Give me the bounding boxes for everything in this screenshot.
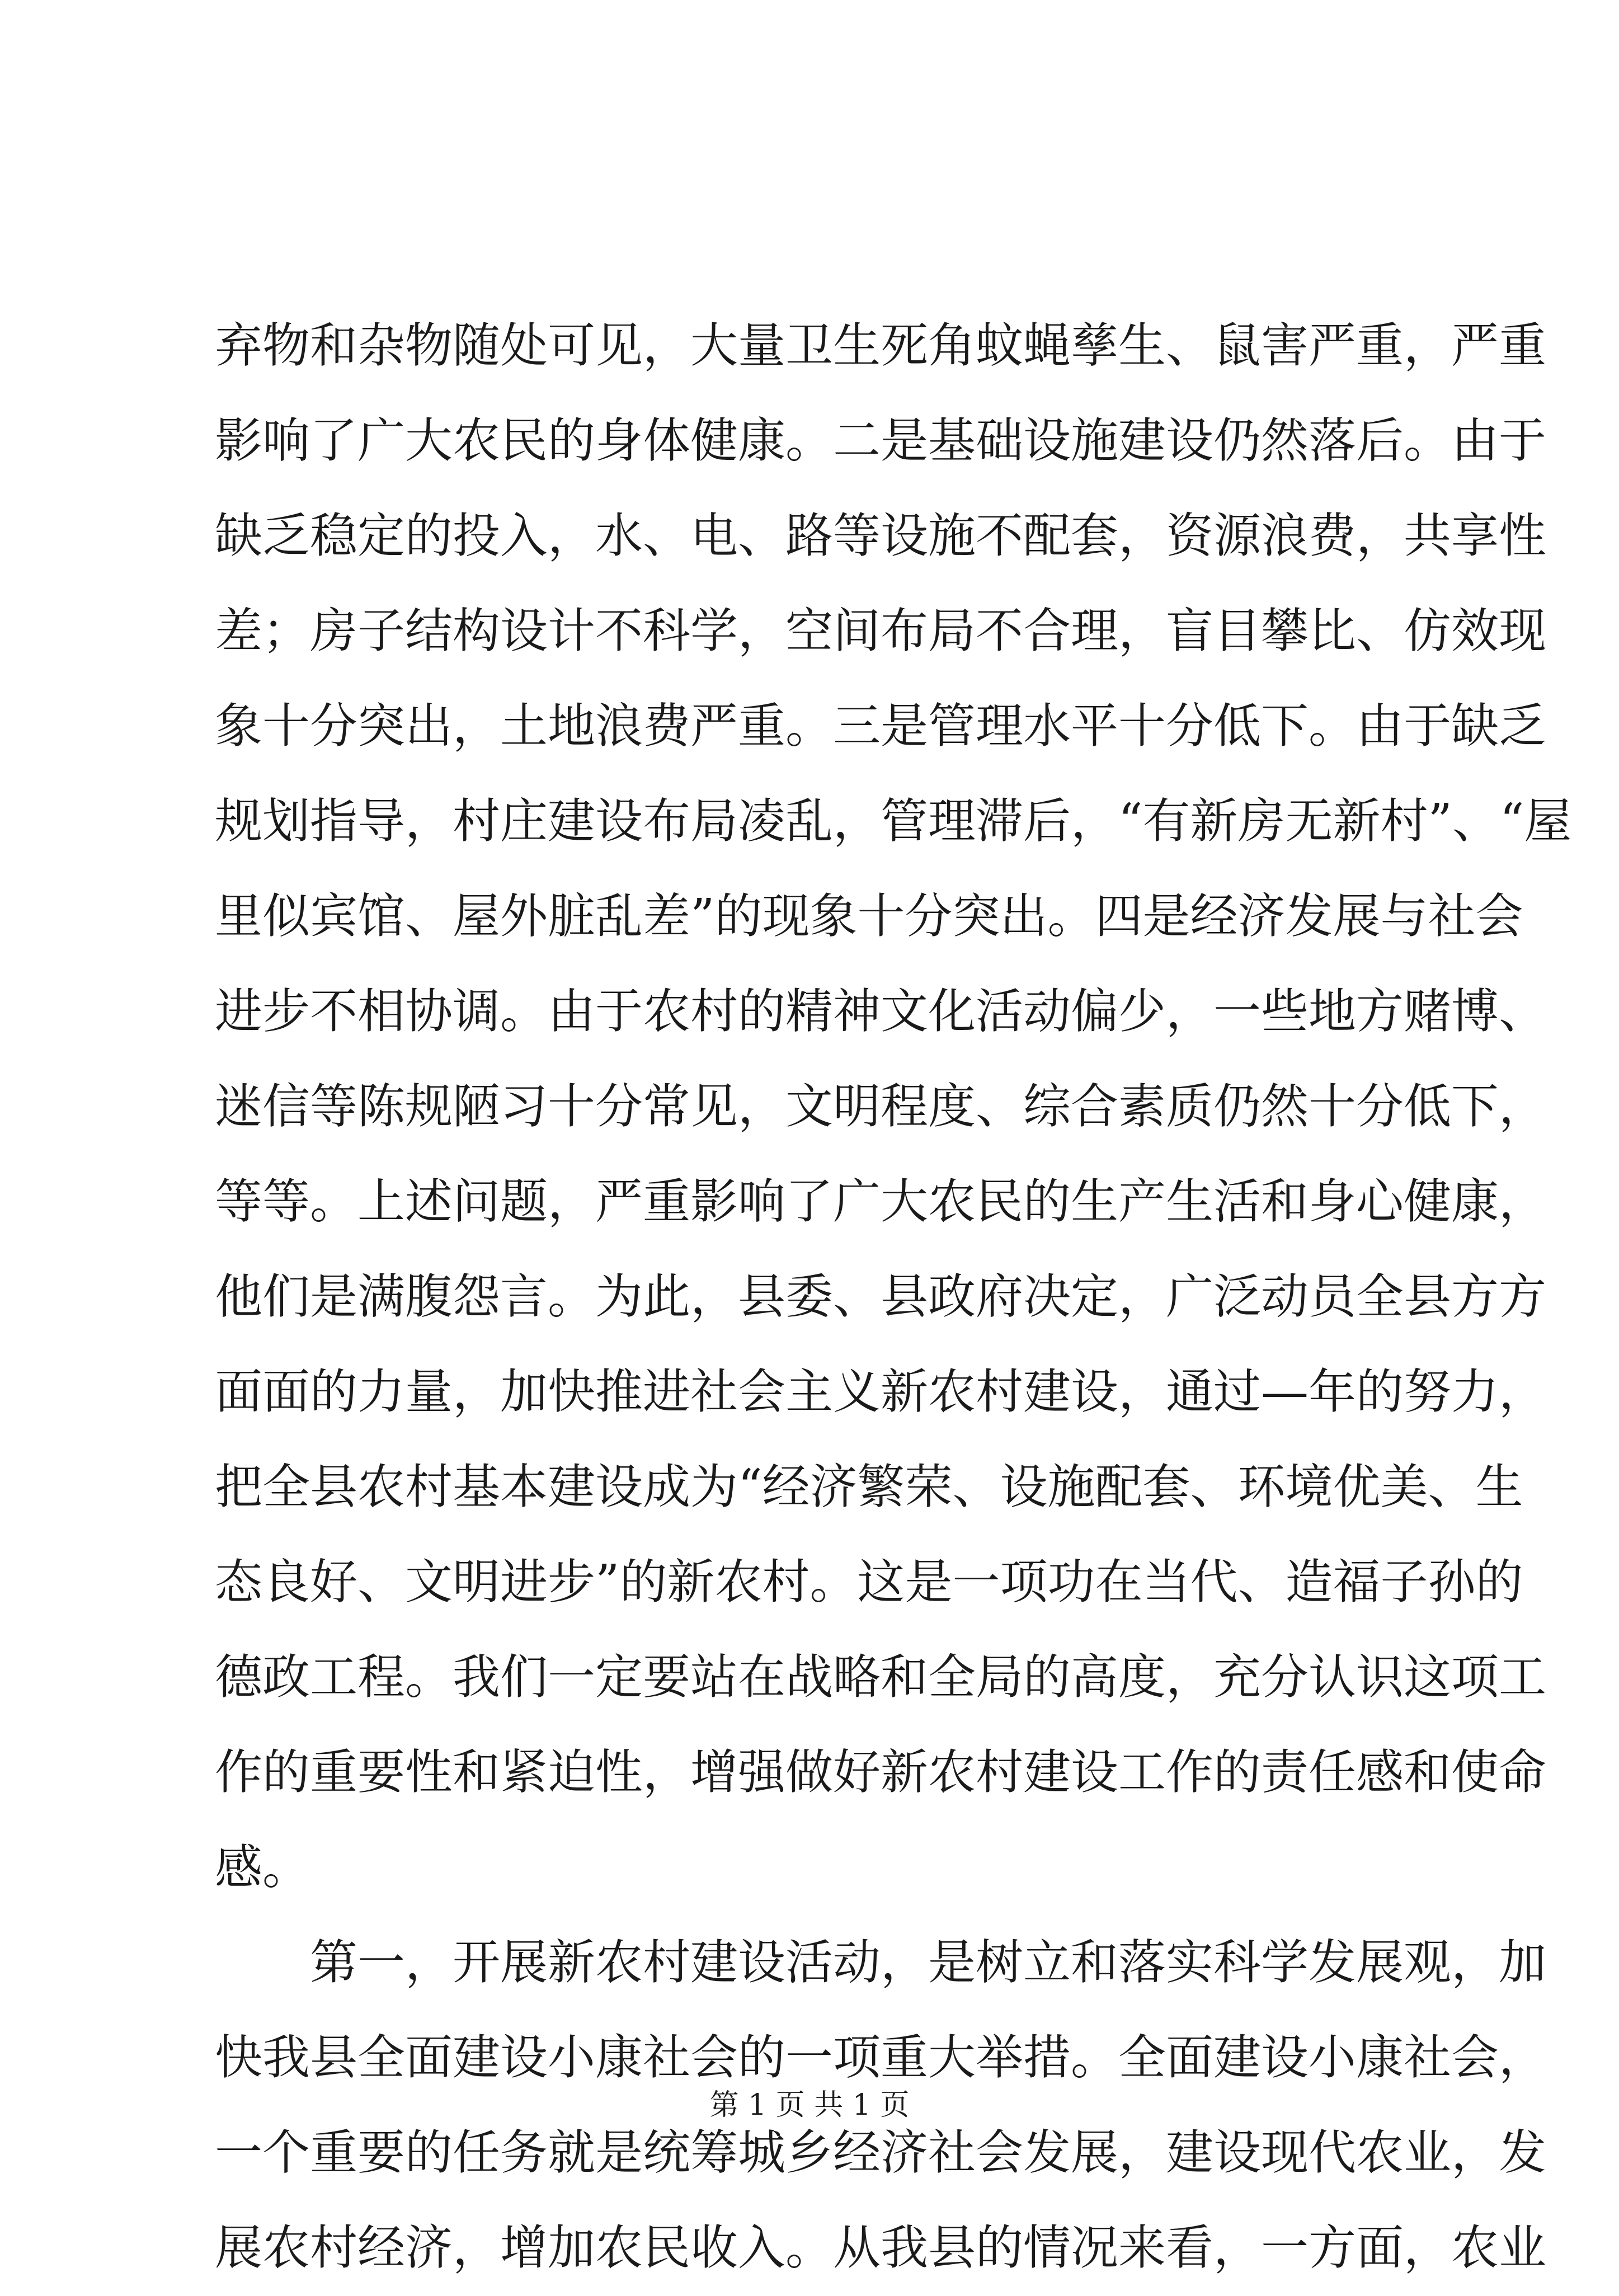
- text-line: 影响了广大农民的身体健康。二是基础设施建设仍然落后。由于: [215, 413, 1547, 469]
- text-line: 规划指导，村庄建设布局凌乱，管理滞后，“有新房无新村”、“屋: [215, 794, 1572, 849]
- text-line: 展农村经济，增加农民收入。从我县的情况来看，一方面，农业: [215, 2220, 1547, 2276]
- text-line: 进步不相协调。由于农村的精神文化活动偏少，一些地方赌博、: [215, 984, 1547, 1039]
- text-line: 作的重要性和紧迫性，增强做好新农村建设工作的责任感和使命: [215, 1745, 1547, 1800]
- text-line: 等等。上述问题，严重影响了广大农民的生产生活和身心健康，: [215, 1174, 1547, 1230]
- text-line: 他们是满腹怨言。为此，县委、县政府决定，广泛动员全县方方: [215, 1269, 1547, 1325]
- text-line: 迷信等陈规陋习十分常见，文明程度、综合素质仍然十分低下，: [215, 1079, 1547, 1135]
- text-line: 弃物和杂物随处可见，大量卫生死角蚊蝇孳生、鼠害严重，严重: [215, 318, 1547, 374]
- body-text: [215, 299, 1572, 2296]
- text-line: 感。: [215, 1840, 310, 1895]
- text-line: 里似宾馆、屋外脏乱差”的现象十分突出。四是经济发展与社会: [215, 889, 1523, 944]
- page-footer: 第 1 页 共 1 页: [709, 2088, 910, 2122]
- text-line: 象十分突出，土地浪费严重。三是管理水平十分低下。由于缺乏: [215, 699, 1547, 754]
- text-line: 把全县农村基本建设成为“经济繁荣、设施配套、环境优美、生: [215, 1460, 1523, 1515]
- text-line: 一个重要的任务就是统筹城乡经济社会发展，建设现代农业，发: [215, 2125, 1547, 2181]
- text-line: 态良好、文明进步”的新农村。这是一项功在当代、造福子孙的: [215, 1555, 1523, 1610]
- text-line: 第一，开展新农村建设活动，是树立和落实科学发展观，加: [310, 1935, 1547, 1991]
- text-line: 快我县全面建设小康社会的一项重大举措。全面建设小康社会，: [215, 2030, 1547, 2086]
- text-line: 德政工程。我们一定要站在战略和全局的高度，充分认识这项工: [215, 1650, 1547, 1705]
- text-line: 面面的力量，加快推进社会主义新农村建设，通过—年的努力，: [215, 1365, 1547, 1420]
- text-line: 缺乏稳定的投入，水、电、路等设施不配套，资源浪费，共享性: [215, 509, 1547, 564]
- text-line: 差；房子结构设计不科学，空间布局不合理，盲目攀比、仿效现: [215, 604, 1547, 659]
